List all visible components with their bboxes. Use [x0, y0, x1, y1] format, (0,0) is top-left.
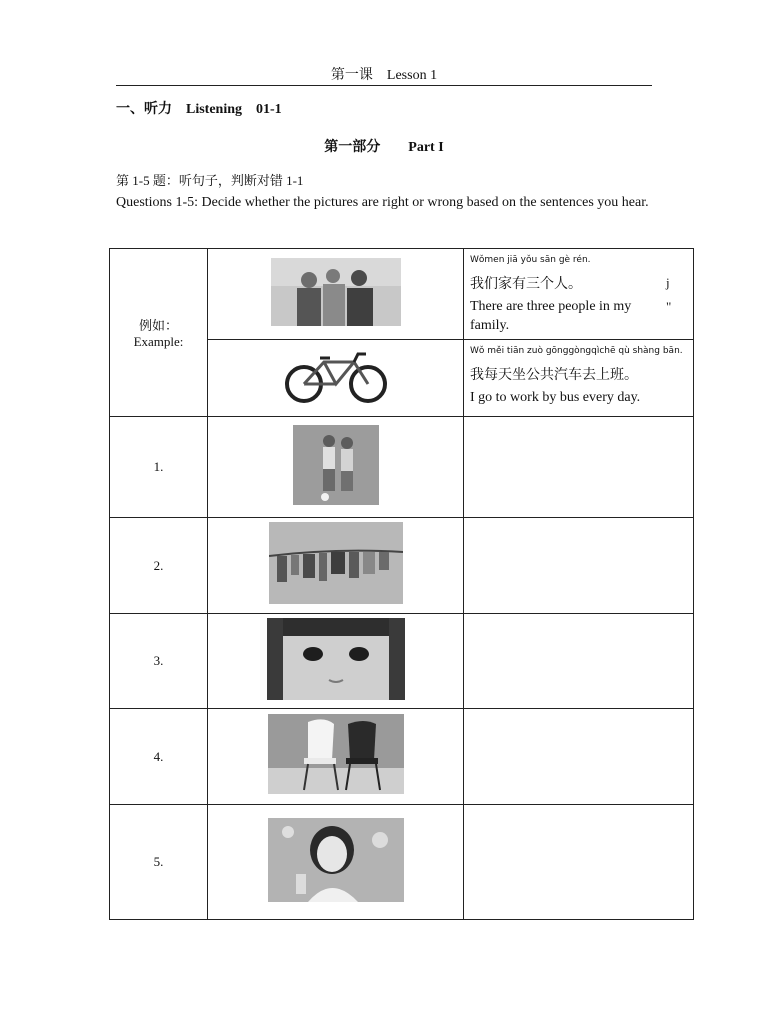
example-row-1 — [110, 249, 694, 340]
example-english-2: I go to work by bus every day. — [470, 390, 641, 405]
example-picture-cell-2 — [208, 340, 464, 417]
item-answer-cell-2 — [464, 518, 694, 614]
example-sentence-cell-1 — [464, 249, 694, 340]
section-title: 一、听力 Listening 01-1 — [116, 102, 282, 117]
lesson-header: 第一课 Lesson 1 — [330, 68, 438, 83]
example-label-cn: 例如： — [138, 318, 178, 333]
item-answer-cell-5 — [464, 805, 694, 920]
exercise-table — [109, 248, 694, 920]
example-pinyin-2: Wǒ měi tiān zuò gōnggòngqìchē qù shàng bān. — [470, 346, 683, 356]
clothesline-image — [269, 522, 403, 604]
item-row-4 — [110, 709, 694, 805]
item-picture-cell-3 — [208, 614, 464, 709]
item-row-2 — [110, 518, 694, 614]
part-title: 第一部分 Part I — [324, 140, 444, 155]
item-row-1 — [110, 417, 694, 518]
item-row-5 — [110, 805, 694, 920]
item-number-5: 5. — [110, 805, 208, 920]
two-chairs-image — [268, 714, 404, 794]
item-answer-cell-1 — [464, 417, 694, 518]
item-picture-cell-4 — [208, 709, 464, 805]
example-label-cell — [110, 249, 208, 417]
smiling-woman-image — [268, 818, 404, 902]
child-face-image — [267, 618, 405, 700]
item-answer-cell-3 — [464, 614, 694, 709]
item-answer-cell-4 — [464, 709, 694, 805]
stray-mark-quote: " — [666, 299, 672, 314]
stray-mark-j: j — [666, 275, 670, 290]
example-english-text-1: There are three people in my family. — [470, 299, 632, 333]
family-photo-image — [271, 258, 401, 326]
item-picture-cell-2 — [208, 518, 464, 614]
bicycle-image — [280, 348, 392, 404]
item-picture-cell-1 — [208, 417, 464, 518]
item-number-3: 3. — [110, 614, 208, 709]
example-chinese-text-1: 我们家有三个人。 — [470, 277, 582, 292]
example-english-1 — [470, 297, 672, 335]
example-label-en: Example: — [133, 334, 184, 349]
instructions-chinese: 第 1-5 题：听句子，判断对错 1-1 — [116, 173, 304, 188]
item-number-1: 1. — [110, 417, 208, 518]
example-pinyin-1: Wǒmen jiā yǒu sān gè rén. — [470, 255, 591, 265]
example-sentence-cell-2 — [464, 340, 694, 417]
instructions-english: Questions 1-5: Decide whether the pictures are right or wrong based on the sentences you hear. — [116, 195, 649, 210]
soccer-boys-image — [293, 425, 379, 505]
example-chinese-2: 我每天坐公共汽车去上班。 — [470, 368, 638, 383]
item-number-4: 4. — [110, 709, 208, 805]
example-picture-cell — [208, 249, 464, 340]
header-divider — [116, 85, 652, 86]
item-number-2: 2. — [110, 518, 208, 614]
item-row-3 — [110, 614, 694, 709]
item-picture-cell-5 — [208, 805, 464, 920]
example-chinese-1 — [470, 273, 687, 293]
